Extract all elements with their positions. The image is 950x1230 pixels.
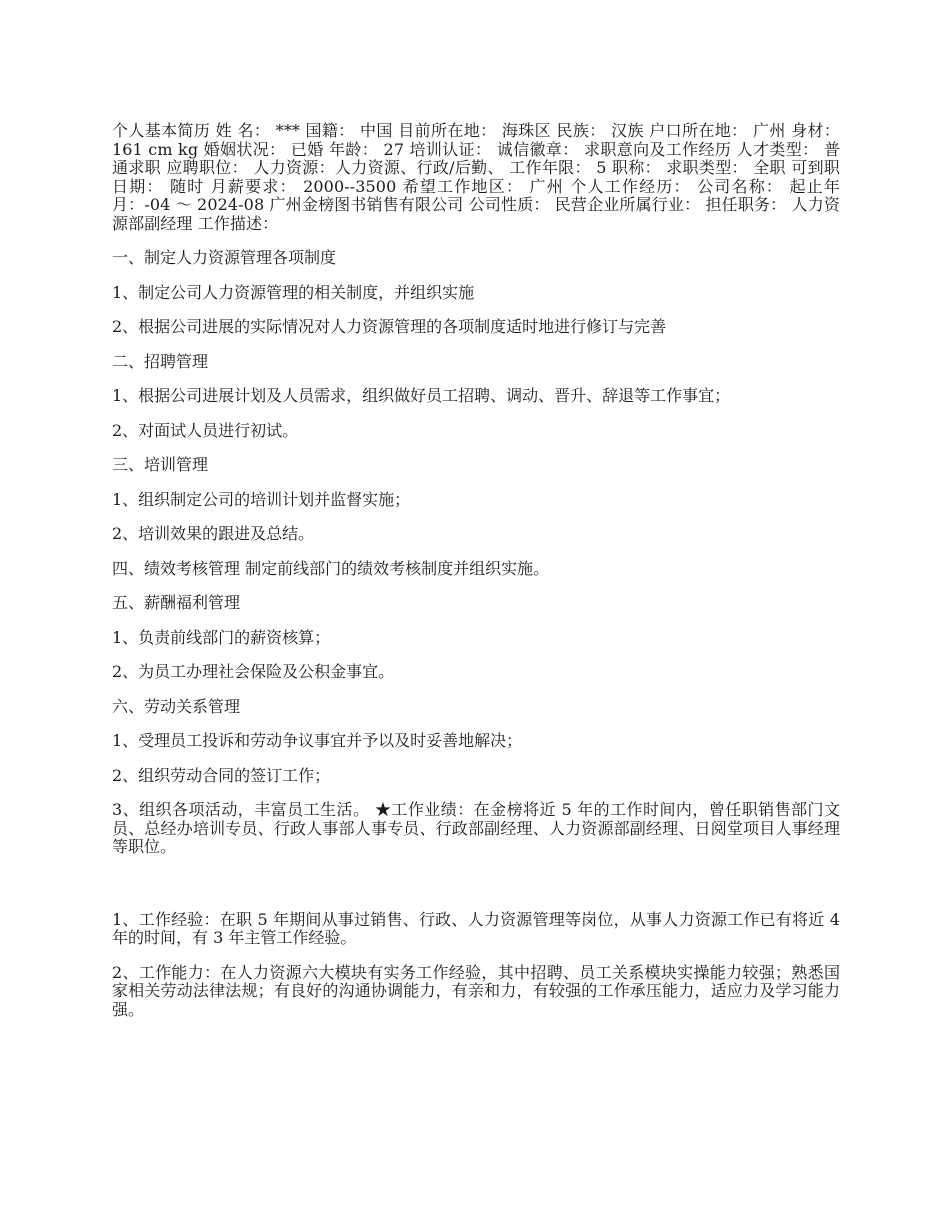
section-heading-hr-policies: 一、制定人力资源管理各项制度	[112, 248, 337, 267]
section-heading-training: 三、培训管理	[112, 455, 209, 474]
section-heading-recruitment: 二、招聘管理	[112, 351, 209, 371]
list-item-achievements: 3、组织各项活动，丰富员工生活。 ★工作业绩：在金榜将近 5 年的工作时间内，曾任职销售部门文员、总经办培训专员、行政人事部人事专员、行政部副经理、人力资源部副经理、日阅堂项目人事经理等职位。	[112, 800, 840, 856]
list-item: 2、组织劳动合同的签订工作；	[112, 765, 331, 785]
section-heading-labor-relations: 六、劳动关系管理	[112, 696, 241, 716]
list-item: 1、受理员工投诉和劳动争议事宜并予以及时妥善地解决；	[112, 731, 523, 750]
list-item: 2、为员工办理社会保险及公积金事宜。	[112, 662, 395, 681]
list-item: 1、负责前线部门的薪资核算；	[112, 627, 331, 647]
section-heading-performance: 四、绩效考核管理 制定前线部门的绩效考核制度并组织实施。	[112, 558, 550, 578]
summary-ability: 2、工作能力：在人力资源六大模块有实务工作经验，其中招聘、员工关系模块实操能力较强；熟悉国家相关劳动法律法规；有良好的沟通协调能力，有亲和力，有较强的工作承压能力，适应力及学习能力强。	[112, 962, 840, 1019]
list-item: 1、制定公司人力资源管理的相关制度，并组织实施	[112, 282, 475, 302]
list-item: 2、对面试人员进行初试。	[112, 420, 299, 440]
list-item: 2、培训效果的跟进及总结。	[112, 524, 315, 543]
summary-experience: 1、工作经验：在职 5 年期间从事过销售、行政、人力资源管理等岗位，从事人力资源工作已有将近 4 年的时间，有 3 年主管工作经验。	[112, 909, 840, 947]
list-item: 2、根据公司进展的实际情况对人力资源管理的各项制度适时地进行修订与完善	[112, 317, 667, 336]
list-item: 1、组织制定公司的培训计划并监督实施；	[112, 489, 411, 509]
list-item: 1、根据公司进展计划及人员需求，组织做好员工招聘、调动、晋升、辞退等工作事宜；	[112, 386, 731, 405]
section-heading-compensation: 五、薪酬福利管理	[112, 593, 241, 612]
resume-document	[112, 122, 840, 1035]
basic-info-paragraph: 个人基本简历 姓 名： *** 国籍： 中国 目前所在地： 海珠区 民族： 汉族 户口所在地： 广州 身材： 161 cm kg 婚姻状况： 已婚 年龄： 27 培训认证： 诚信徽章： 求职意向及工作经历 人才类型： 普通求职 应聘职位： 人力资源：人力资源、行政/后勤、 工作年限： 5 职称： 求职类型： 全职 可到职日期： 随时 月薪要求： 2000--3500 希望工作地区： 广州 个人工作经历： 公司名称： 起止年月：-04 ～ 2024-08 广州金榜图书销售有限公司 公司性质： 民营企业所属行业： 担任职务： 人力资源部副经理 工作描述：	[112, 121, 840, 233]
blank-gap	[112, 873, 840, 911]
